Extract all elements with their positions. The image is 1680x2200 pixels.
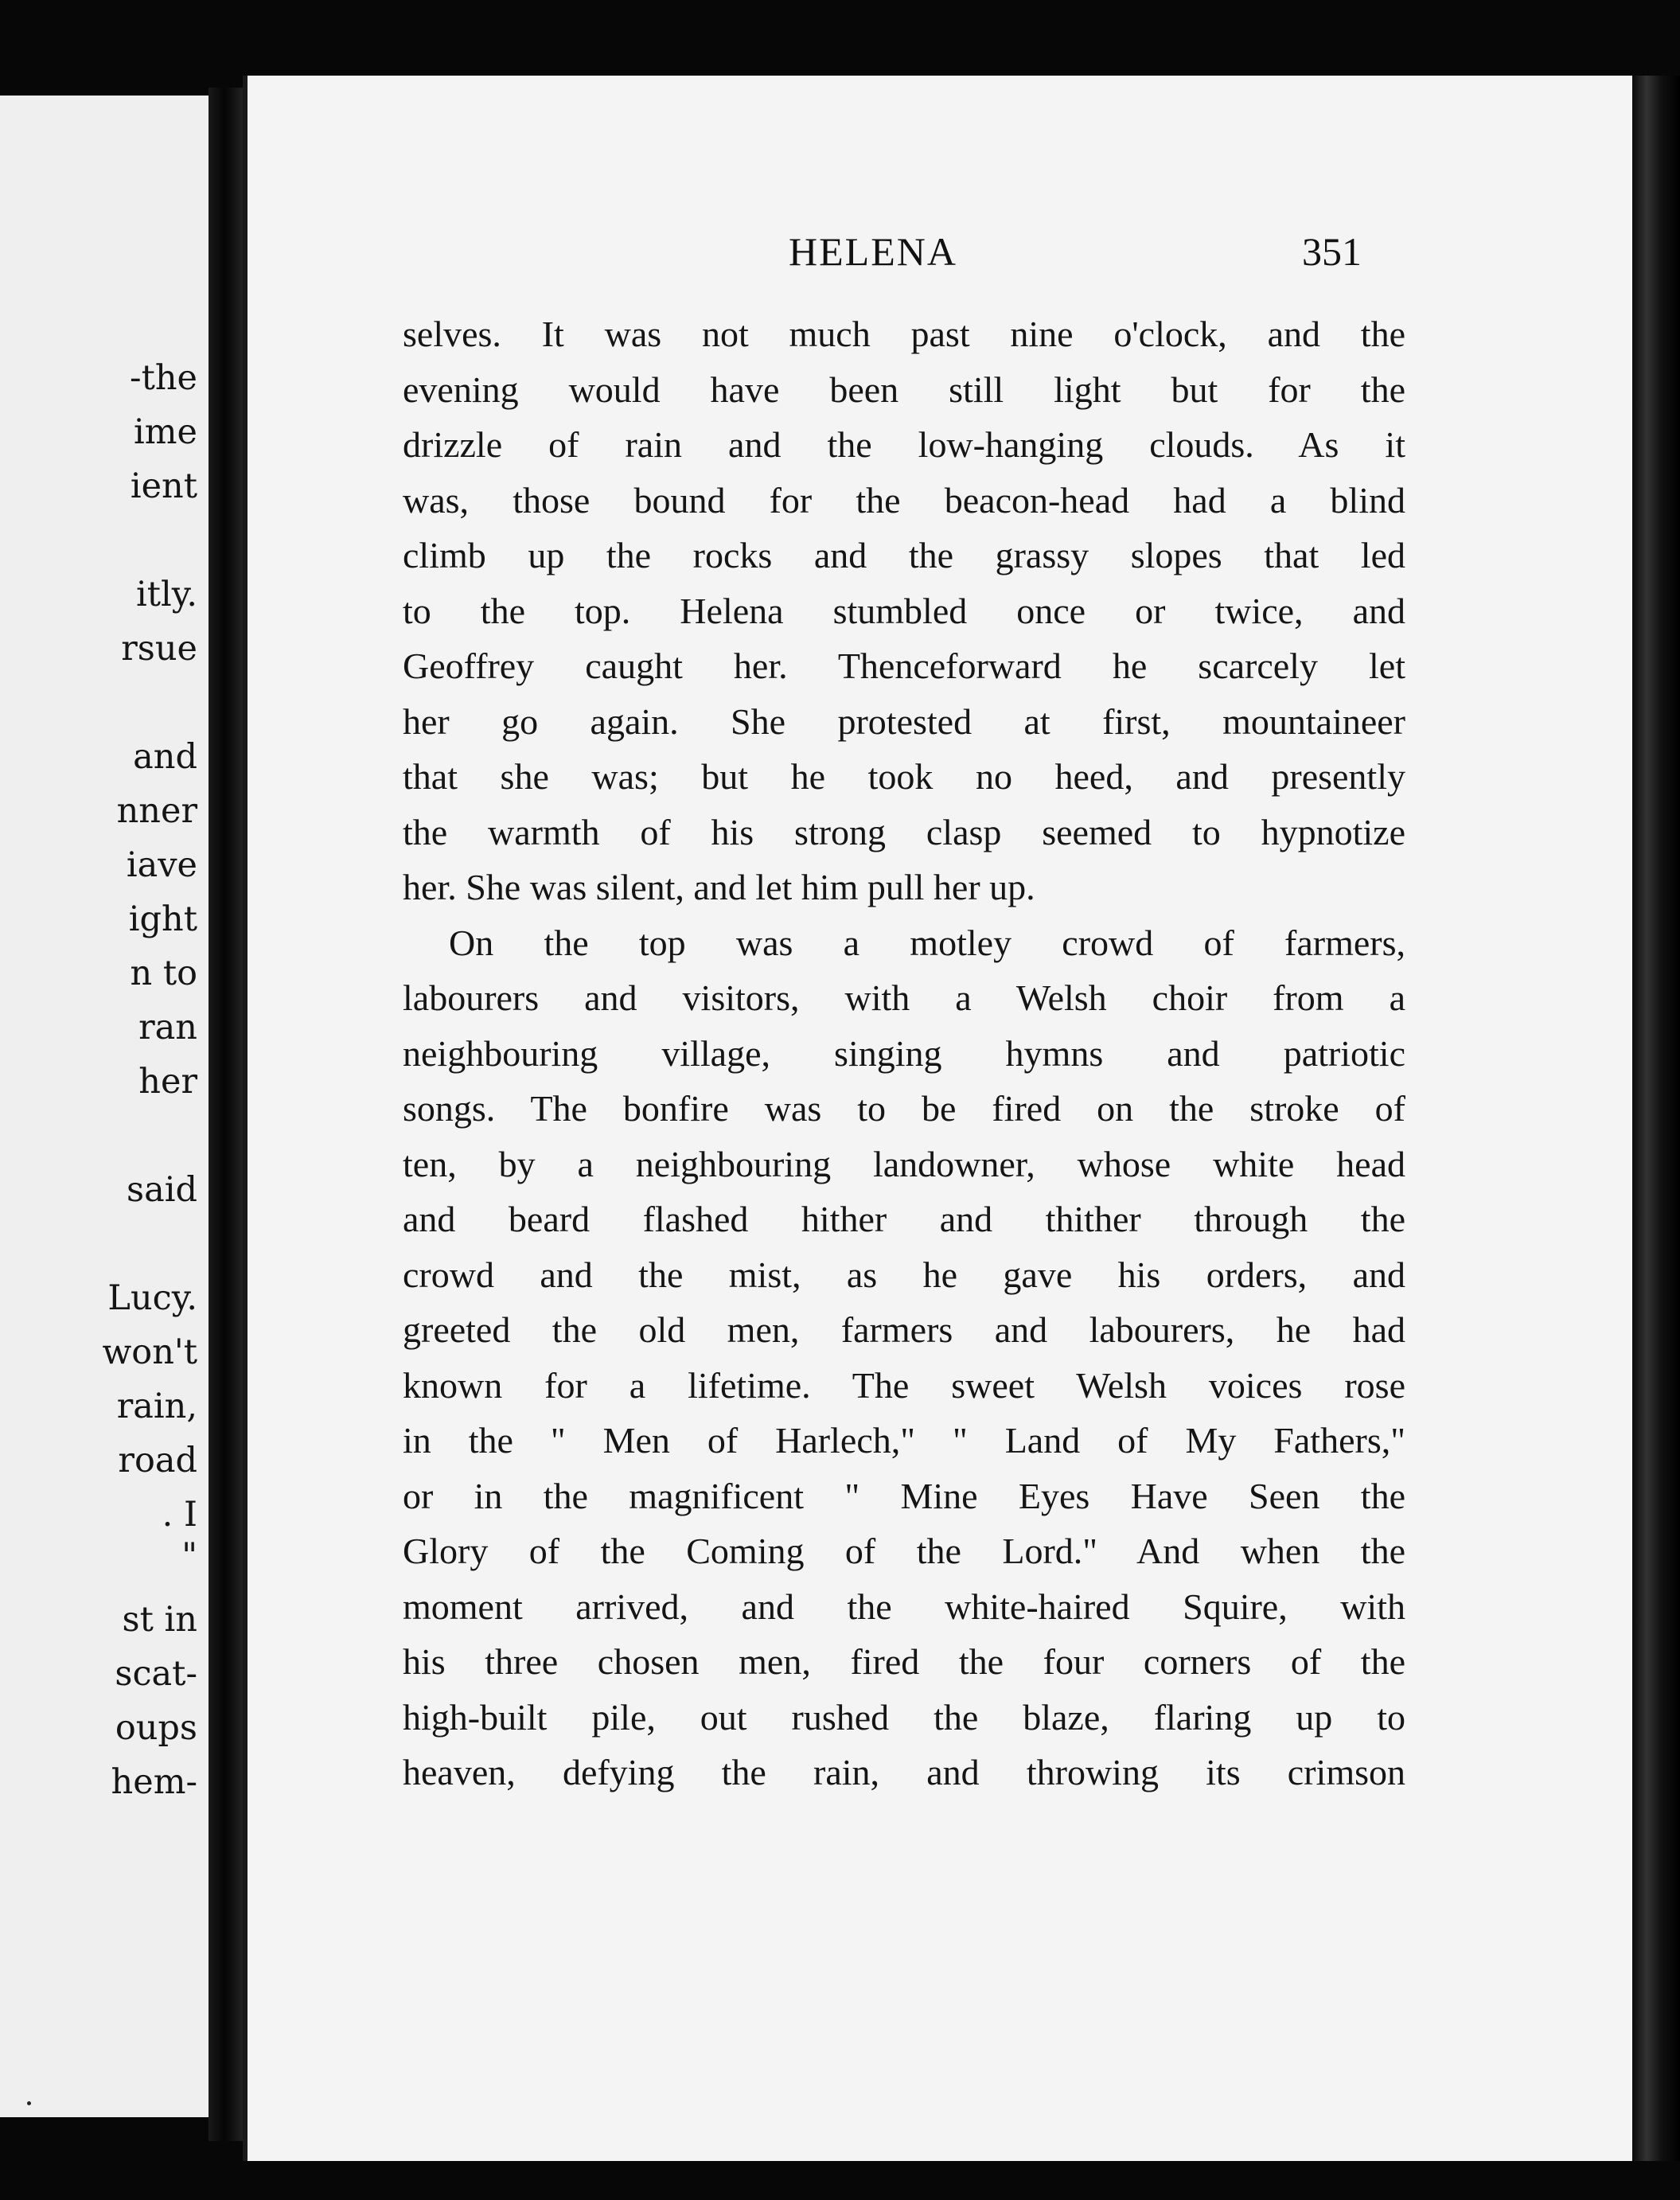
left-line: hem- [111, 1762, 197, 1802]
text-line: climb up the rocks and the grassy slopes that led [403, 535, 1405, 575]
left-line: ient [130, 466, 197, 506]
ink-speck [27, 2101, 31, 2105]
text-line: in the " Men of Harlech," " Land of My Fathers," [403, 1420, 1405, 1461]
running-head-title: HELENA [789, 229, 957, 274]
text-line: known for a lifetime. The sweet Welsh voices rose [403, 1364, 1405, 1406]
text-line: songs. The bonfire was to be fired on the stroke of [403, 1088, 1405, 1129]
left-line: road [118, 1441, 197, 1480]
text-line: moment arrived, and the white-haired Squire, with [403, 1586, 1405, 1627]
left-line: itly. [135, 575, 197, 614]
left-line: iave [126, 845, 197, 885]
text-line: selves. It was not much past nine o'clock, and the [403, 314, 1405, 354]
left-line: and [133, 737, 197, 777]
page-number: 351 [1302, 229, 1362, 274]
text-line: high-built pile, out rushed the blaze, flaring up to [403, 1696, 1405, 1738]
book-page [243, 76, 1636, 2161]
text-line: or in the magnificent " Mine Eyes Have Seen the [403, 1475, 1405, 1516]
text-line: the warmth of his strong clasp seemed to hypnotize [403, 811, 1405, 852]
text-line: his three chosen men, fired the four corners of the [403, 1641, 1405, 1682]
text-line: greeted the old men, farmers and labourers, he had [403, 1309, 1405, 1350]
text-line: and beard flashed hither and thither through the [403, 1199, 1405, 1239]
left-line: Lucy. [107, 1278, 197, 1318]
text-line: Geoffrey caught her. Thenceforward he scarcely let [403, 646, 1405, 686]
text-line: that she was; but he took no heed, and presently [403, 756, 1405, 797]
text-line: her go again. She protested at first, mountaineer [403, 700, 1405, 742]
left-line: ime [134, 412, 197, 452]
left-line: said [127, 1170, 197, 1210]
left-line: . I [162, 1495, 197, 1535]
left-line: nner [116, 791, 197, 831]
left-line: won't [102, 1332, 197, 1372]
text-line: was, those bound for the beacon-head had a blind [403, 479, 1405, 521]
text-line: drizzle of rain and the low-hanging clouds. As it [403, 424, 1405, 465]
text-line: her. She was silent, and let him pull her up. [403, 867, 1035, 907]
left-line: " [181, 1536, 197, 1576]
left-line: rsue [121, 629, 197, 669]
text-line: to the top. Helena stumbled once or twice, and [403, 590, 1405, 631]
page-edge-shadow [1632, 76, 1680, 2161]
text-line: ten, by a neighbouring landowner, whose white head [403, 1143, 1405, 1184]
left-line: ran [138, 1008, 197, 1047]
left-line: ight [128, 899, 197, 939]
left-line: n to [130, 954, 197, 993]
text-line: labourers and visitors, with a Welsh choir from a [403, 977, 1405, 1018]
left-line: oups [115, 1708, 197, 1748]
text-line: Glory of the Coming of the Lord." And when the [403, 1531, 1405, 1571]
body-text [403, 306, 1405, 1800]
text-line: heaven, defying the rain, and throwing its crimson [403, 1752, 1405, 1792]
left-line: -the [130, 358, 197, 398]
left-line: st in [122, 1600, 197, 1640]
left-line: her [138, 1062, 197, 1102]
text-line: crowd and the mist, as he gave his orders, and [403, 1254, 1405, 1295]
text-line: evening would have been still light but for the [403, 369, 1405, 410]
previous-page-fragment [0, 96, 209, 2117]
left-line: rain, [116, 1387, 197, 1426]
text-line: On the top was a motley crowd of farmers, [449, 922, 1405, 963]
text-line: neighbouring village, singing hymns and patriotic [403, 1032, 1405, 1074]
running-head [248, 228, 1636, 276]
left-line: scat- [115, 1654, 197, 1694]
